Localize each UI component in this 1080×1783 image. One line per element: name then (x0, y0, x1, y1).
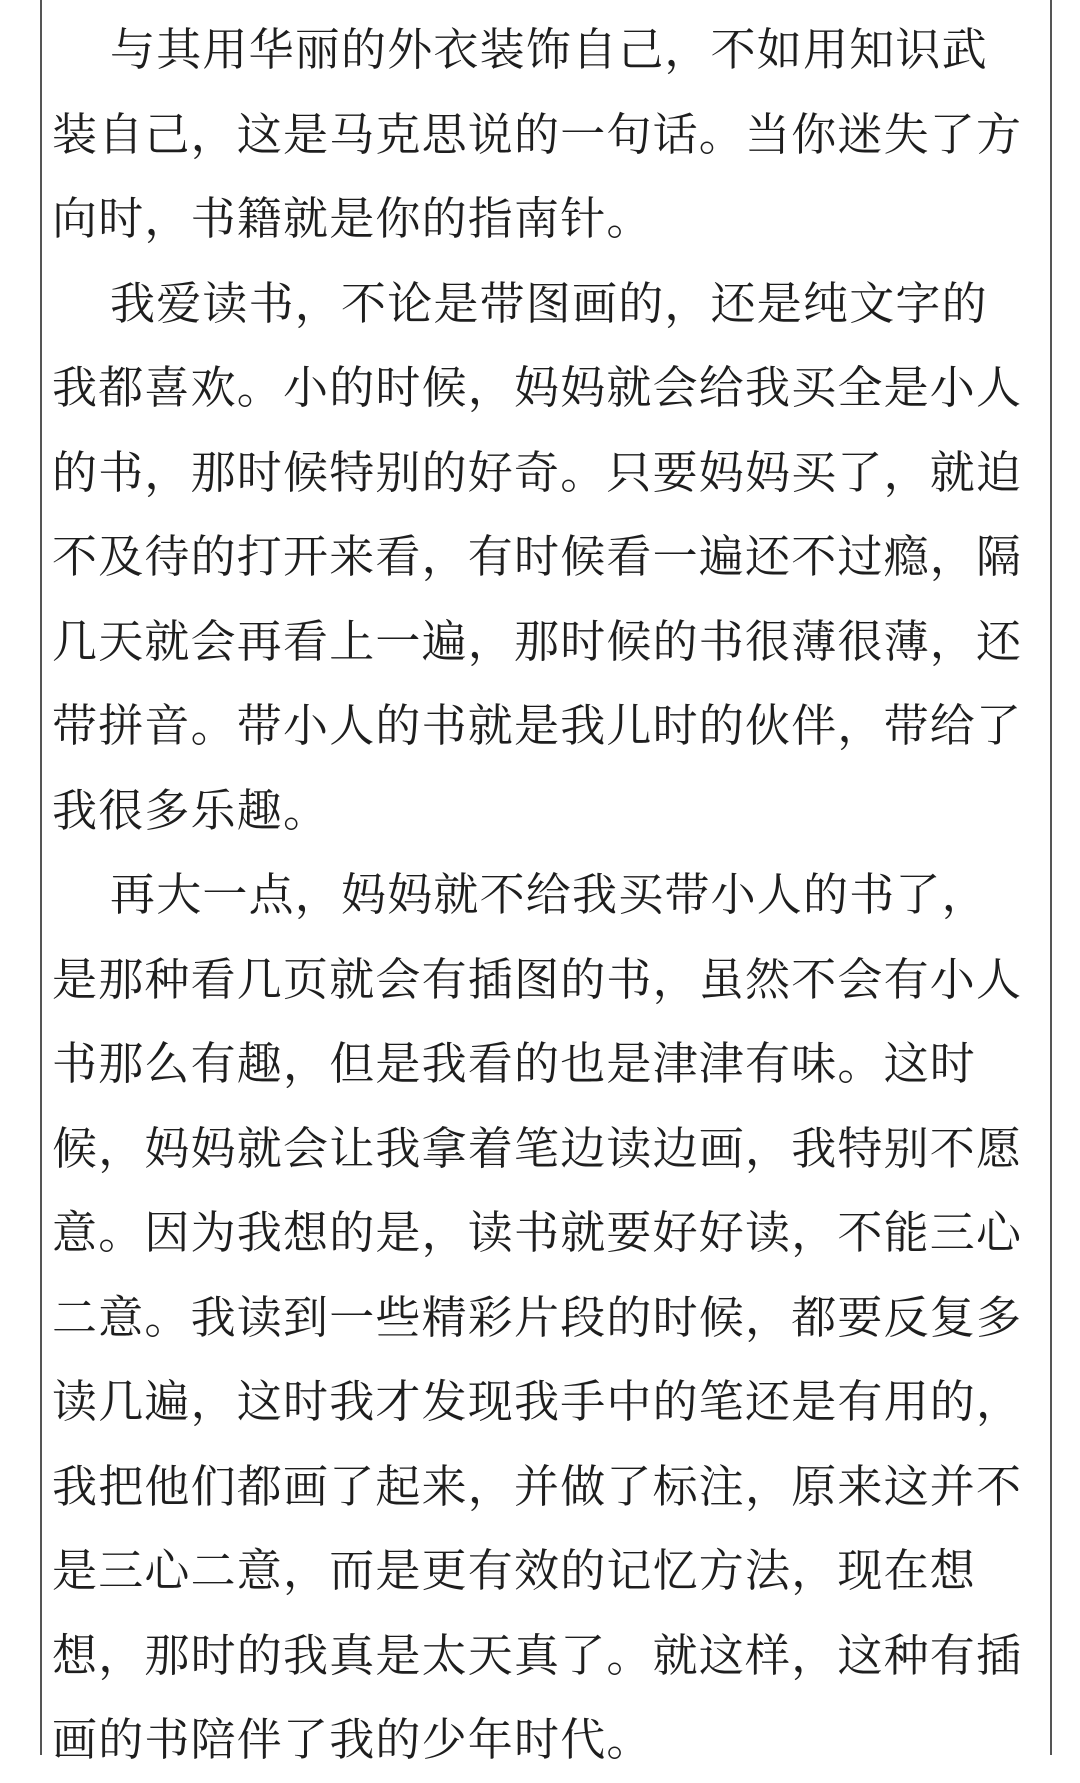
text-line: 意。因为我想的是，读书就要好好读，不能三心 (52, 1206, 1023, 1259)
paragraph-3 (52, 853, 1046, 1783)
text-line: 书那么有趣，但是我看的也是津津有味。这时 (52, 1037, 977, 1090)
text-line: 我都喜欢。小的时候，妈妈就会给我买全是小人 (52, 361, 1023, 414)
text-line: 想，那时的我真是太天真了。就这样，这种有插 (52, 1628, 1023, 1682)
text-line: 不及待的打开来看，有时候看一遍还不过瘾，隔 (52, 530, 1023, 583)
text-line: 再大一点，妈妈就不给我买带小人的书了， (110, 868, 988, 921)
text-line: 读几遍，这时我才发现我手中的笔还是有用的， (52, 1375, 1023, 1428)
paragraph-2 (52, 262, 1046, 854)
text-line: 我把他们都画了起来，并做了标注，原来这并不 (52, 1459, 1023, 1513)
paragraph-1 (52, 8, 1046, 262)
text-line: 的书，那时候特别的好奇。只要妈妈买了，就迫 (52, 445, 1023, 499)
document-page (40, 0, 1052, 1766)
text-line: 带拼音。带小人的书就是我儿时的伙伴，带给了 (52, 699, 1023, 752)
text-line: 我爱读书，不论是带图画的，还是纯文字的 (110, 276, 988, 330)
essay-text (52, 8, 1046, 1783)
text-line: 我很多乐趣。 (52, 783, 330, 837)
text-line: 几天就会再看上一遍，那时候的书很薄很薄，还 (52, 614, 1023, 668)
text-line: 是那种看几页就会有插图的书，虽然不会有小人 (52, 952, 1023, 1006)
text-line: 画的书陪伴了我的少年时代。 (52, 1713, 653, 1766)
text-line: 候，妈妈就会让我拿着笔边读边画，我特别不愿 (52, 1121, 1023, 1175)
text-line: 装自己，这是马克思说的一句话。当你迷失了方 (52, 107, 1023, 161)
text-line: 二意。我读到一些精彩片段的时候，都要反复多 (52, 1290, 1023, 1344)
text-line: 是三心二意，而是更有效的记忆方法，现在想 (52, 1544, 977, 1597)
text-line: 与其用华丽的外衣装饰自己，不如用知识武 (110, 23, 988, 76)
text-line: 向时，书籍就是你的指南针。 (52, 192, 653, 245)
